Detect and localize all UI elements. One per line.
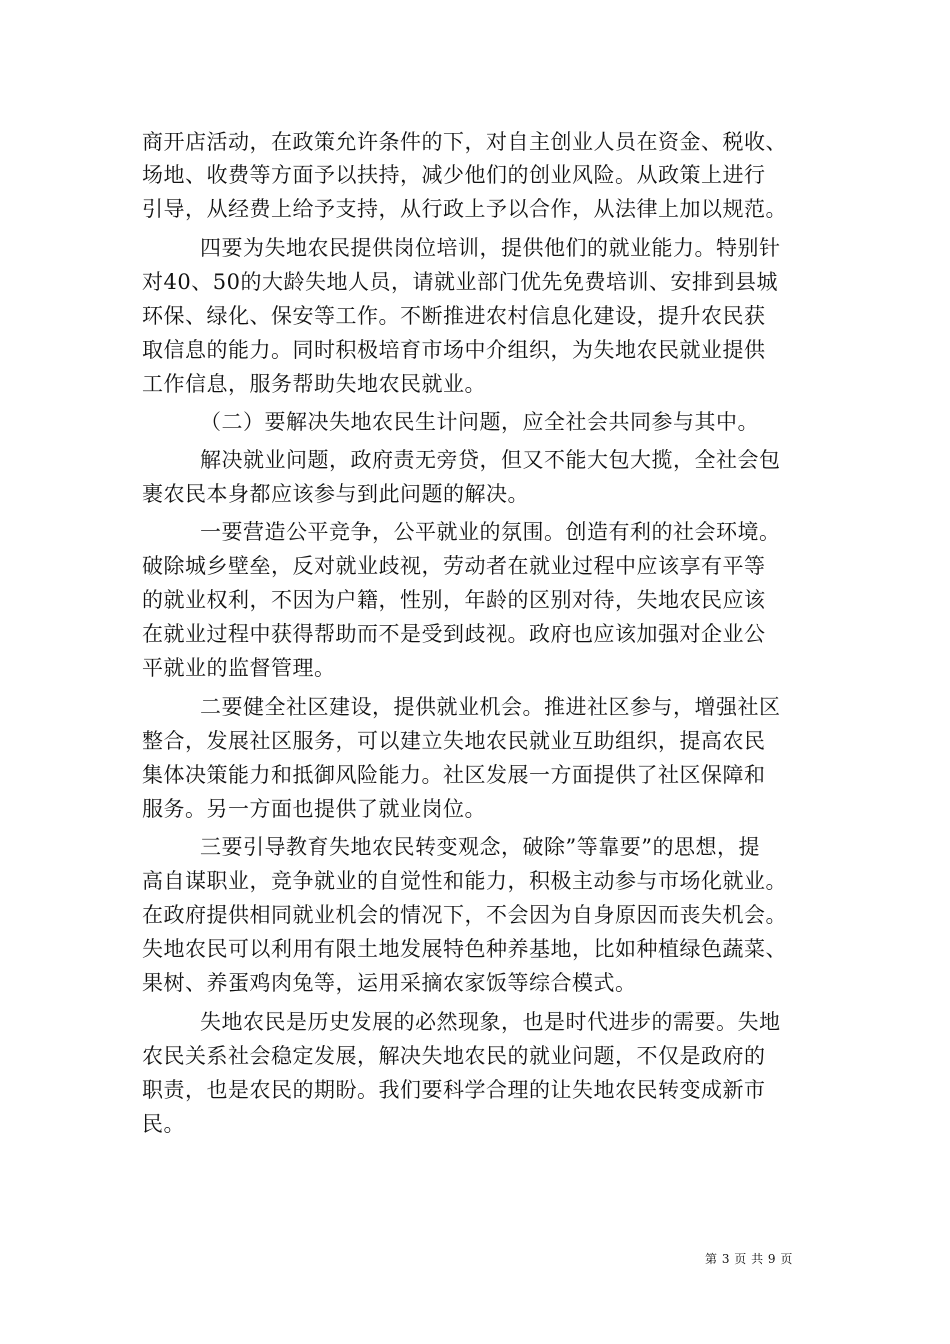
body-line: 引导，从经费上给予支持，从行政上予以合作，从法律上加以规范。 [142, 197, 787, 221]
paragraph-first-line: 失地农民是历史发展的必然现象，也是时代进步的需要。失地 [200, 1010, 781, 1034]
body-line: 取信息的能力。同时积极培育市场中介组织，为失地农民就业提供 [142, 338, 766, 362]
body-line: 场地、收费等方面予以扶持，减少他们的创业风险。从政策上进行 [142, 163, 766, 187]
section-heading: （二）要解决失地农民生计问题，应全社会共同参与其中。 [200, 410, 759, 434]
body-line: 的就业权利，不因为户籍，性别，年龄的区别对待，失地农民应该 [142, 588, 766, 612]
paragraph-first-line: 四要为失地农民提供岗位培训，提供他们的就业能力。特别针 [200, 236, 781, 260]
page-number: 第 3 页 共 9 页 [705, 1252, 793, 1266]
body-line: 在就业过程中获得帮助而不是受到歧视。政府也应该加强对企业公 [142, 622, 766, 646]
body-line: 在政府提供相同就业机会的情况下，不会因为自身原因而丧失机会。 [142, 903, 787, 927]
paragraph-first-line: 一要营造公平竞争，公平就业的氛围。创造有利的社会环境。 [200, 520, 781, 544]
paragraph-first-line: 二要健全社区建设，提供就业机会。推进社区参与，增强社区 [200, 695, 781, 719]
body-line: 民。 [142, 1112, 185, 1136]
body-line: 失地农民可以利用有限土地发展特色种养基地，比如种植绿色蔬菜、 [142, 937, 787, 961]
body-line: 对40、50的大龄失地人员，请就业部门优先免费培训、安排到县城 [142, 270, 778, 294]
body-line: 环保、绿化、保安等工作。不断推进农村信息化建设，提升农民获 [142, 304, 766, 328]
body-line: 工作信息，服务帮助失地农民就业。 [142, 372, 486, 396]
body-line: 平就业的监督管理。 [142, 656, 336, 680]
body-line: 高自谋职业，竞争就业的自觉性和能力，积极主动参与市场化就业。 [142, 869, 787, 893]
body-line: 裹农民本身都应该参与到此问题的解决。 [142, 482, 529, 506]
body-line: 果树、养蛋鸡肉兔等，运用采摘农家饭等综合模式。 [142, 971, 637, 995]
body-line: 商开店活动，在政策允许条件的下，对自主创业人员在资金、税收、 [142, 130, 787, 154]
body-line: 集体决策能力和抵御风险能力。社区发展一方面提供了社区保障和 [142, 763, 766, 787]
body-line: 破除城乡壁垒，反对就业歧视，劳动者在就业过程中应该享有平等 [142, 554, 766, 578]
body-line: 职责，也是农民的期盼。我们要科学合理的让失地农民转变成新市 [142, 1078, 766, 1102]
paragraph-first-line: 三要引导教育失地农民转变观念，破除”等靠要”的思想，提 [200, 835, 760, 859]
body-line: 整合，发展社区服务，可以建立失地农民就业互助组织，提高农民 [142, 729, 766, 753]
body-line: 农民关系社会稳定发展，解决失地农民的就业问题，不仅是政府的 [142, 1044, 766, 1068]
body-line: 服务。另一方面也提供了就业岗位。 [142, 797, 486, 821]
paragraph-first-line: 解决就业问题，政府责无旁贷，但又不能大包大揽，全社会包 [200, 448, 781, 472]
